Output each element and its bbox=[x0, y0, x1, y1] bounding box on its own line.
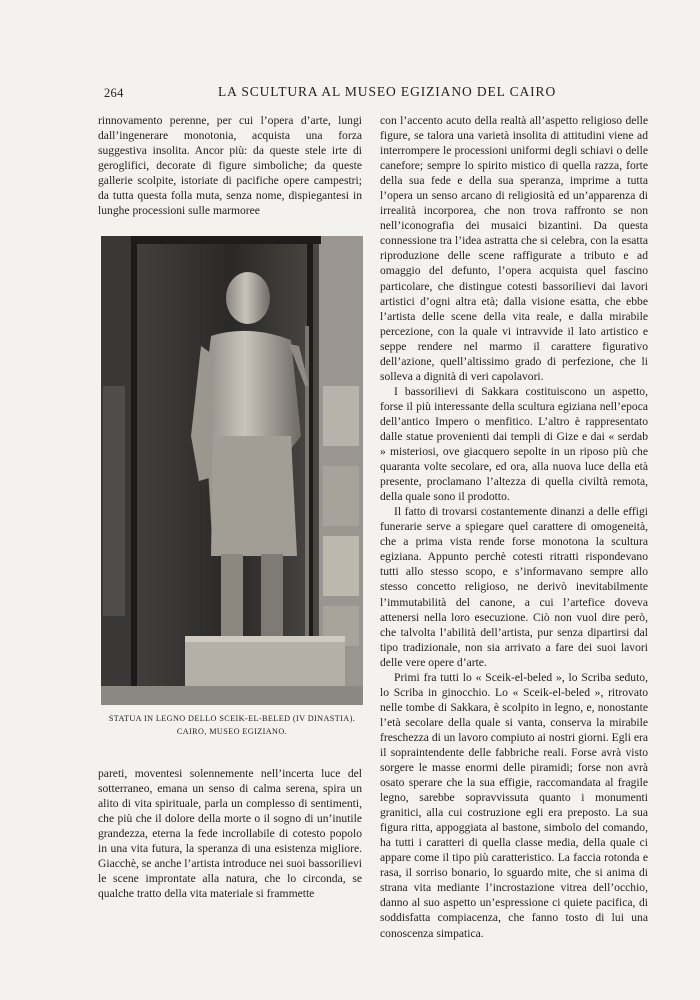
left-column-bottom bbox=[98, 766, 362, 901]
paragraph: Primi fra tutti lo « Sceik-el-beled », lo Scriba seduto, lo Scriba in ginocchio. Lo « Sceik-el-beled », ritrovato nelle tombe di Sakkara, è scolpito in legno, e, nonostante l’età secolare della quale si vanta, conserva la mirabile freschezza di un lavoro compiuto ai nostri giorni. Egli era il sopraintendente delle fabbriche reali. Forse avrà visto sorgere le masse enormi delle piramidi; forse non avrà osato sperare che la sua effigie, raccomandata al fragile legno, sarebbe sopravvissuta quanto i monumenti granitici, alla cui costruzione egli era preposto. La sua figura ritta, appoggiata al bastone, simbolo del comando, ha tutti i caratteri di quella classe media, della quale ci appare come il tipo più caratteristico. La faccia rotonda e rasa, il sorriso bonario, lo sguardo mite, che si anima di strana vita mediante l’incrostazione vitrea dell’occhio, danno al suo aspetto un’espressione ci quiete pacifica, di soddisfatta compiacenza, che fanno tosto di lui una conoscenza simpatica. bbox=[380, 670, 648, 940]
paragraph: I bassorilievi di Sakkara costituiscono un aspetto, forse il più interessante della scultura egiziana nell’epoca dell’antico Impero o menfitico. L’altro è rappresentato dalle statue provenienti dai templi di Gize e dai « serdab » misteriosi, ove giacquero sepolte in un riposo più che quaranta volte secolare, ed ora, alla nuova luce della età presente, proclamano l’altezza di quella civiltà remota, della quale sono il prodotto. bbox=[380, 384, 648, 504]
paragraph: rinnovamento perenne, per cui l’opera d’arte, lungi dall’ingenerare monotonia, acquista una forza suggestiva insolita. Ancor più: da queste stele irte di geroglifici, decorate di figure simboliche; da queste gallerie scolpite, istoriate di pacifiche opere campestri; da tutta questa folla muta, senza nome, dispiegantesi in lunghe processioni sulle marmoree bbox=[98, 114, 362, 218]
page-header bbox=[98, 84, 564, 104]
statue-illustration bbox=[101, 236, 363, 705]
caption-line-2: CAIRO, MUSEO EGIZIANO. bbox=[176, 727, 288, 736]
paragraph: pareti, moventesi solennemente nell’incerta luce del sotterraneo, emana un senso di calma serena, spira un alito di vita spirituale, parla un complesso di sentimenti, che più che il dolore della morte o il sogno di un’inutile grandezza, eterna la fede incrollabile di cotesto popolo in una vita futura, la speranza di una esistenza migliore. Giacchè, se anche l’artista introduce nei suoi bassorilievi le scene improntate alla natura, che lo circonda, se qualche tratto della vita materiale si frammette bbox=[98, 767, 362, 901]
right-column bbox=[380, 113, 648, 941]
paragraph: con l’accento acuto della realtà all’aspetto religioso delle figure, se talora una varietà insolita di attitudini viene ad interrompere le processioni uniformi degli schiavi o delle canefore; sempre lo spirito mistico di quella razza, forte della sua fede e della sua speranza, imprime a tutta l’opera un senso arcano di religiosità ed un’apparenza di irrealità incorporea, che non trova raffronto se non nell’iconografia dei musaici bizantini. Da questa connessione tra l’idea astratta che si celebra, con la esatta riproduzione delle scene raffigurate a tributo e ad omaggio del defunto, l’opera acquista quel fascino particolare, che distingue cotesti bassorilievi dai lavori artistici d’ogni altra età; dalla visione esatta, che ebbe l’artista delle scene della vita reale, e dalla mirabile percezione, con la quale vi intravvide il lato artistico e seppe rendere nel marmo il carattere figurativo dell’azione, quell’altissimo grado di perfezione, che li solleva a dignità di veri capolavori. bbox=[380, 114, 648, 383]
paragraph: Il fatto di trovarsi costantemente dinanzi a delle effigi funerarie serve a spiegare quel carattere di omogeneità, che a prima vista rende forse monotona la scultura egiziana. Appunto perchè cotesti ritratti rispondevano tutti allo stesso scopo, e s’informavano sempre allo stesso concetto religioso, ne derivò inevitabilmente l’immutabilità del canone, a cui l’artefice doveva attenersi nella loro esecuzione. Ciò non vuol dire però, che talvolta l’abilità dell’artista, pur senza dipartirsi dal tipo tradizionale, non sia arrivato a fare dei suoi lavori delle vere opere d’arte. bbox=[380, 505, 648, 669]
caption-line-1: STATUA IN LEGNO DELLO SCEIK-EL-BELED (IV DINASTIA). bbox=[108, 714, 356, 723]
left-column-top bbox=[98, 113, 362, 218]
figure-caption bbox=[98, 712, 366, 738]
page-number: 264 bbox=[104, 86, 124, 100]
statue-photograph bbox=[101, 236, 363, 705]
running-title: LA SCULTURA AL MUSEO EGIZIANO DEL CAIRO bbox=[218, 84, 557, 99]
